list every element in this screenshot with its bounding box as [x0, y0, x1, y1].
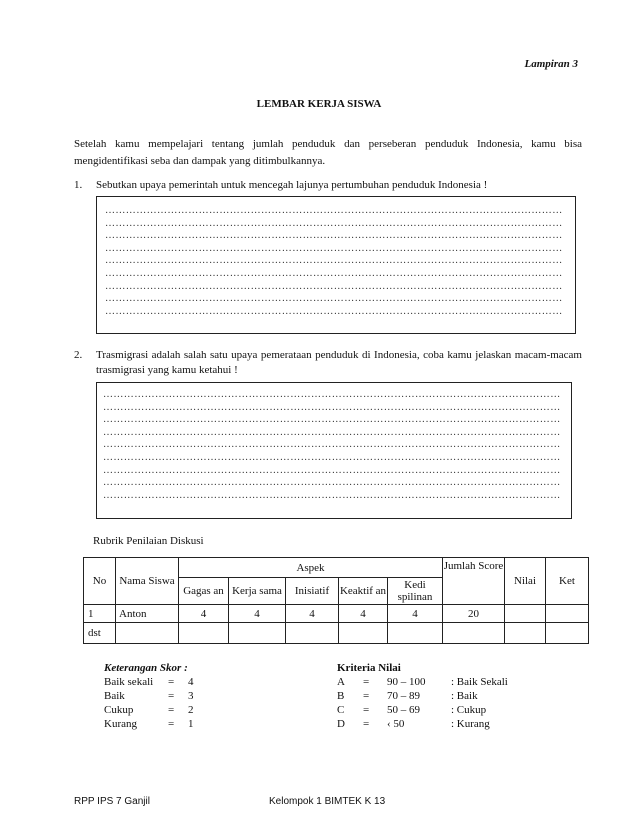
header-kerjasama: Kerja sama [229, 578, 286, 605]
grade: B [337, 690, 345, 702]
header-jumlah: Jumlah Score [443, 558, 505, 605]
header-inisiatif: Inisiatif [286, 578, 339, 605]
list-item [337, 675, 557, 689]
footer-left: RPP IPS 7 Ganjil [74, 796, 150, 807]
dotted-line: …………………………………………………………………………………………………………………… [103, 414, 561, 426]
question-2-number: 2. [74, 349, 83, 361]
header-keaktifan: Keaktif an [339, 578, 388, 605]
list-item [337, 717, 557, 731]
dotted-line: …………………………………………………………………………………………………………………… [103, 439, 561, 451]
question-1-text: Sebutkan upaya pemerintah untuk mencegah lajunya pertumbuhan penduduk Indonesia ! [96, 179, 488, 191]
skor-value: 3 [188, 690, 194, 702]
answer-lines-1 [105, 205, 567, 318]
grade-desc: : Kurang [451, 718, 490, 730]
grade-range: ‹ 50 [387, 718, 405, 730]
answer-box-2[interactable] [96, 382, 572, 519]
footer-center: Kelompok 1 BIMTEK K 13 [269, 796, 386, 807]
grade: D [337, 718, 345, 730]
table-row [84, 623, 589, 644]
cell-nama [116, 623, 179, 644]
cell-nama: Anton [116, 605, 179, 623]
cell-jumlah: 20 [443, 605, 505, 623]
dotted-line: …………………………………………………………………………………………………………………… [105, 242, 563, 254]
dotted-line: …………………………………………………………………………………………………………………… [105, 305, 563, 317]
keterangan-skor [104, 661, 304, 731]
kriteria-nilai-title: Kriteria Nilai [337, 662, 401, 674]
dotted-line: …………………………………………………………………………………………………………………… [103, 426, 561, 438]
list-item [104, 703, 304, 717]
rubrik-table [83, 557, 589, 644]
dotted-line: …………………………………………………………………………………………………………………… [105, 205, 563, 216]
table-row [84, 605, 589, 623]
skor-eq: = [168, 676, 175, 688]
cell-keaktifan: 4 [339, 605, 388, 623]
grade-range: 70 – 89 [387, 690, 420, 702]
rubrik-label: Rubrik Penilaian Diskusi [93, 535, 204, 547]
intro-paragraph: Setelah kamu mempelajari tentang jumlah penduduk dan perseberan penduduk Indonesia, kamu bisa mengidentifikasi seba dan dampak yang ditimbulkannya. [74, 138, 582, 167]
cell-kerjasama: 4 [229, 605, 286, 623]
dotted-line: …………………………………………………………………………………………………………………… [105, 280, 563, 292]
skor-label: Baik sekali [104, 676, 154, 688]
grade-eq: = [363, 676, 370, 688]
cell-no: dst [84, 623, 116, 644]
list-item [104, 717, 304, 731]
skor-eq: = [168, 718, 175, 730]
lampiran-label: Lampiran 3 [524, 58, 578, 70]
header-no: No [84, 558, 116, 605]
dotted-line: …………………………………………………………………………………………………………………… [105, 255, 563, 267]
grade-eq: = [363, 718, 370, 730]
skor-value: 4 [188, 676, 194, 688]
header-nama: Nama Siswa [116, 558, 179, 605]
dotted-line: …………………………………………………………………………………………………………………… [103, 401, 561, 413]
header-gagasan: Gagas an [179, 578, 229, 605]
cell-nilai [505, 623, 546, 644]
list-item [337, 689, 557, 703]
grade-eq: = [363, 690, 370, 702]
cell-nilai [505, 605, 546, 623]
cell-gagasan: 4 [179, 605, 229, 623]
header-aspek: Aspek [179, 558, 443, 578]
skor-label: Baik [104, 690, 125, 702]
cell-kedisiplinan [388, 623, 443, 644]
kriteria-nilai [337, 661, 557, 731]
dotted-line: …………………………………………………………………………………………………………………… [105, 267, 563, 279]
dotted-line: …………………………………………………………………………………………………………………… [103, 477, 561, 489]
cell-inisiatif [286, 623, 339, 644]
cell-ket [546, 623, 589, 644]
cell-keaktifan [339, 623, 388, 644]
dotted-line: …………………………………………………………………………………………………………………… [103, 389, 561, 400]
cell-kerjasama [229, 623, 286, 644]
header-ket: Ket [546, 558, 589, 605]
question-1-number: 1. [74, 179, 83, 191]
question-2 [74, 348, 582, 380]
cell-jumlah [443, 623, 505, 644]
skor-eq: = [168, 690, 175, 702]
dotted-line: …………………………………………………………………………………………………………………… [103, 464, 561, 476]
dotted-line: …………………………………………………………………………………………………………………… [105, 293, 563, 305]
header-kedisiplinan: Kedi spilinan [388, 578, 443, 605]
skor-label: Cukup [104, 704, 134, 716]
list-item [337, 703, 557, 717]
answer-box-1[interactable] [96, 196, 576, 334]
grade-desc: : Baik [451, 690, 478, 702]
grade: A [337, 676, 345, 688]
skor-value: 2 [188, 704, 194, 716]
skor-label: Kurang [104, 718, 137, 730]
question-1 [74, 178, 582, 194]
grade-desc: : Cukup [451, 704, 487, 716]
grade: C [337, 704, 345, 716]
list-item [104, 675, 304, 689]
question-2-text: Trasmigrasi adalah salah satu upaya pemerataan penduduk di Indonesia, coba kamu jelaskan macam-macam trasmigrasi yang kamu ketahui ! [96, 349, 582, 376]
cell-gagasan [179, 623, 229, 644]
dotted-line: …………………………………………………………………………………………………………………… [105, 230, 563, 242]
header-nilai: Nilai [505, 558, 546, 605]
grade-range: 90 – 100 [387, 676, 426, 688]
cell-ket [546, 605, 589, 623]
answer-lines-2 [103, 389, 563, 502]
keterangan-skor-title: Keterangan Skor : [104, 662, 188, 674]
skor-value: 1 [188, 718, 194, 730]
page-title: LEMBAR KERJA SISWA [256, 98, 382, 110]
cell-inisiatif: 4 [286, 605, 339, 623]
dotted-line: …………………………………………………………………………………………………………………… [103, 489, 561, 501]
skor-eq: = [168, 704, 175, 716]
dotted-line: …………………………………………………………………………………………………………………… [105, 217, 563, 229]
grade-desc: : Baik Sekali [451, 676, 508, 688]
dotted-line: …………………………………………………………………………………………………………………… [103, 451, 561, 463]
cell-kedisiplinan: 4 [388, 605, 443, 623]
grade-eq: = [363, 704, 370, 716]
grade-range: 50 – 69 [387, 704, 420, 716]
list-item [104, 689, 304, 703]
cell-no: 1 [84, 605, 116, 623]
